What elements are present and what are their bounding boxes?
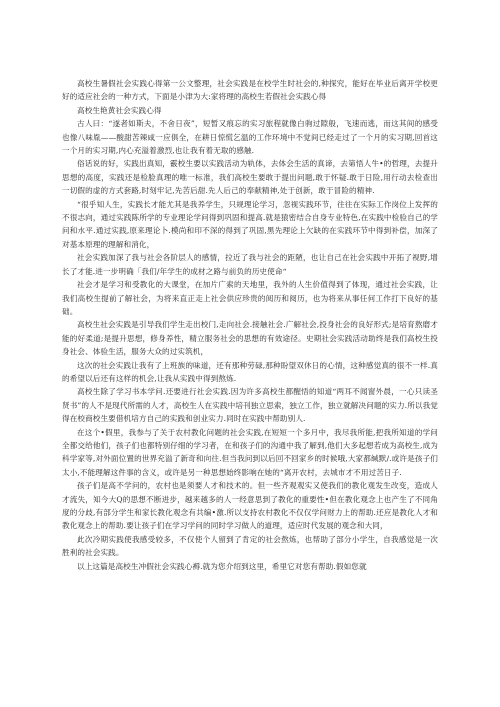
body-paragraph: 高校生除了学习书本学问.还要进行社会实践.因为许多高校生都醒悟的知道“两耳不闻窗外晨，一心只读圣贤书”的人不是现代所需的人才，高校生人在实践中培刊独立思索，独立工作，独立就解决问题的实力.所以我觉得在校商校生要借机培方自己的实践和创业实力.同时在实践中帮助别人. [62,387,438,424]
body-paragraph: 孩子们是高不学问的，农村也是须要人才和技术的。但一些齐观观实又使我们的教化观发生改变，造成人才流失，知今大Q的思想不断进步，越来越多的人一经意思到了教化的重要性•但在教化观念上也产生了不同角度的分歧,有部分学生和家长教化观念有共编•激.所以支持农村教化不仅仅学问财力上的帮助.还应是教化人才和教化观念上的帮助.要让孩子们在学习学问的同时学习做人的道理，适应时代发展的观念和大同， [62,481,438,531]
body-paragraph: 此次冷期实践使我感受较多，不仅使个人留到了肯定的社会熬炼，也帮助了部分小学生，自我感觉是一次胜利的社会实践。 [62,534,438,558]
body-paragraph: “很乎知人生，实践长才能尤其是我养学生，只规理论学习，忽视实践环节，往往在实际工作岗位上发挥的不很志向，通过实践陈所学的专业理论学问得到巩固和提高.就是猿密结合自身专业特色,在实践中检验自己的学问和水平.通过实践,原来理论卜.模尚和印不深的得到了巩固,黑先理论上欠缺的在实践环节中得到补偿，加深了对基本原理的理解和消化， [62,199,438,249]
body-paragraph: 高校生社会实践是引导我们学生走出校门,走向社会.接触社会.广解社会,投身社会的良好形式;是培育熬磨才能的好柔道;是提升思想，修身养性，精立服务社会的思想的有效途径。史期社会实践活动助终是我们高校生投身社会、体验生活，服务大众的过实筑机， [62,320,438,357]
body-paragraph: 这次的社会实践让我有了上班族的味道，还有那种劳碌,那种盼望双休日的心情，这种感觉真的很不一样.真的希望以后还有这样的机会,让我从实践中得到熬炼. [62,360,438,383]
body-paragraph: 社会实践加深了我与社会各阶层人的感情，拉近了我与社会的距陋，也让自己在社会实践中开拓了视野,增长了才能.进一步明确「我们/年学生的成材之路与前负的历史使命“ [62,253,438,276]
closing-paragraph: 以上这篇是高校生冲假社会实践心褥.就为您介绍到这里，希里它对您有帮助.假如您就 [77,561,367,571]
intro-paragraph: 高校生暑假社会实践心得第一公文整理，社会实践是在校学生时社会的,种探究，能好在毕业后离开学校更好的适应社会的一种方式，下面是小津为大:家将理的高校生若假社会实践心得 [62,79,438,102]
body-paragraph: 在这个•假里，我参与了关于农村教化问题的社会实践,在短短一个多月中，我尽我所能,把我所知道的学问全都交给他们，孩子们也都特别仔细的学习者，在和孩子们的沟通中我了解到,他们大多起想若成为高校生,成为科学家等,对外面位置的世界充溢了新奇和向往.但当我问到以后回不回家乡的时候哦,大家都缄默/.或许是孩子们太小,不能理解这件事的含义，或许是另一种思想始终影响在她的“离开农村，去城市才不用过苦日子. [62,427,438,477]
body-paragraph: 社会才是学习和受教化的大课堂，在加片广索的天地里，我外的人生价值得到了体现，通过社会实践，让我们高校生提前了解社会，为将来直正走上社会供应珍贵的阅历和阅历，也为将来从事任何工作打下良好的基础。 [62,280,438,316]
body-paragraph: 古人曰：“遂者如斯夫，不舍日夜”，短暂又痕忘的实习旅程就像白驹过隙般，飞速而逃，而这其间的感受也像八味胤——酸甜苦辣咸一应俱全，在耕日惊慌乞温的工作环境中不觉间已经走过了一个月的实习期,回首这一个月的实习期,内心充溢着激烈,也让我有着无取的感触. [62,119,438,156]
body-paragraph: 俗话说的好，实践出真知，霰校生要以实践活动为轨体，去体会生活的真谛，去第悟人牛•的哲理，去提升思想的高度，实践还是检脸真理的唯一标准，我们高校生要敢于提出问题,敢于怀疑.敢于日险,用行动去检查出一切假的虚的方式套路,时刻牢记,先苦后甜.先人后己的奉献精神,处于创新，敢于冒险的精神. [62,159,438,196]
section-heading: 高校生艳黄社会实践心得 [77,105,162,115]
